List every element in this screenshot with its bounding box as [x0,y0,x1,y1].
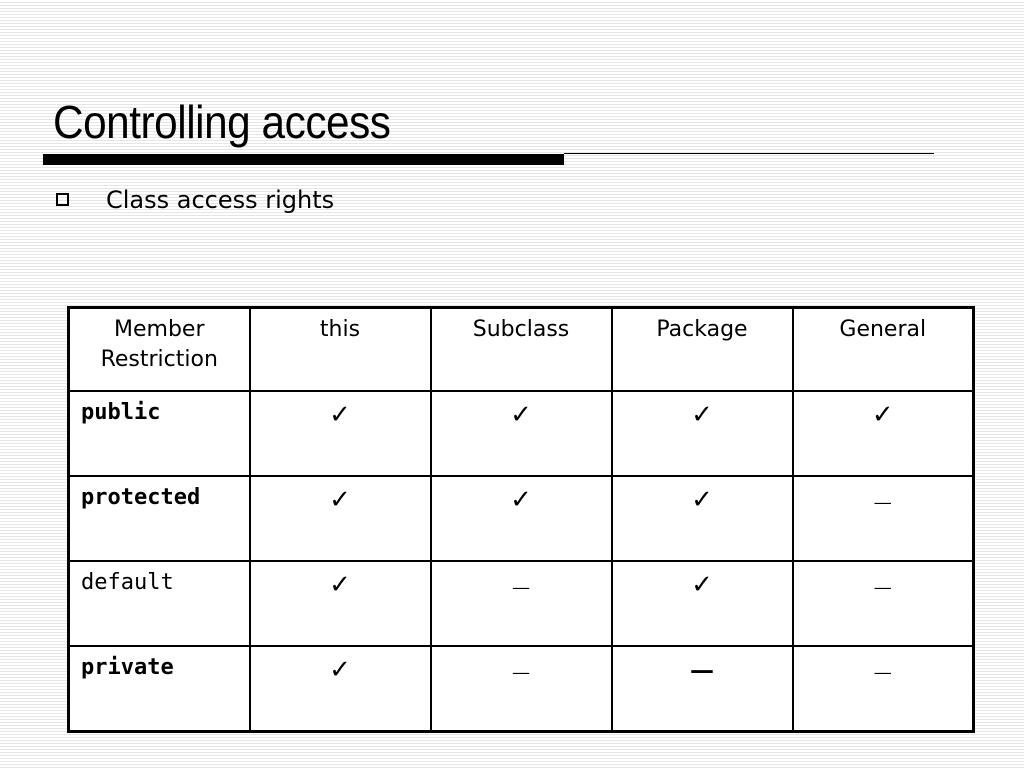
dash-icon: — [873,492,892,513]
checkmark-icon: ✓ [510,485,532,515]
cell-public-general [793,391,974,476]
cell-private-general [793,646,974,732]
cell-private-subclass [431,646,612,732]
title-underline-thin [564,153,934,154]
table-row [69,391,974,476]
cell-default-general [793,561,974,646]
checkmark-icon: ✓ [691,570,713,600]
checkmark-icon: ✓ [329,400,351,430]
checkmark-icon: ✓ [329,570,351,600]
bullet-text: Class access rights [106,186,335,214]
dash-icon: — [512,662,530,683]
checkmark-icon: ✓ [691,485,713,515]
header-subclass: Subclass [431,308,612,392]
hollow-square-bullet-icon [56,193,69,206]
table-header-row [69,308,974,392]
cell-protected-general [793,476,974,561]
cell-private-this [250,646,431,732]
table-row [69,646,974,732]
checkmark-icon: ✓ [510,400,532,430]
table-row [69,561,974,646]
cell-default-package [612,561,793,646]
cell-public-subclass [431,391,612,476]
checkmark-icon: ✓ [329,485,351,515]
checkmark-icon: ✓ [871,400,894,430]
checkmark-icon: ✓ [691,400,713,430]
table-row [69,476,974,561]
dash-icon: — [873,662,892,683]
cell-protected-package [612,476,793,561]
header-general: General [793,308,974,392]
slide-title: Controlling access [53,96,391,148]
row-keyword-protected: protected [69,476,250,561]
header-this: this [250,308,431,392]
row-keyword-default: default [69,561,250,646]
header-restriction-line: Restriction [100,347,218,372]
row-keyword-private: private [69,646,250,732]
cell-default-subclass [431,561,612,646]
cell-private-package [612,646,793,732]
dash-icon: — [512,577,530,598]
cell-public-package [612,391,793,476]
header-package: Package [612,308,793,392]
header-member-line: Member [114,317,205,342]
dash-icon: — [873,577,892,598]
row-keyword-public: public [69,391,250,476]
title-underline-thick [43,154,564,165]
cell-protected-subclass [431,476,612,561]
dash-icon: — [690,655,714,684]
cell-protected-this [250,476,431,561]
access-rights-table [67,306,975,733]
header-member-restriction [69,308,250,392]
checkmark-icon: ✓ [329,655,351,685]
cell-default-this [250,561,431,646]
cell-public-this [250,391,431,476]
